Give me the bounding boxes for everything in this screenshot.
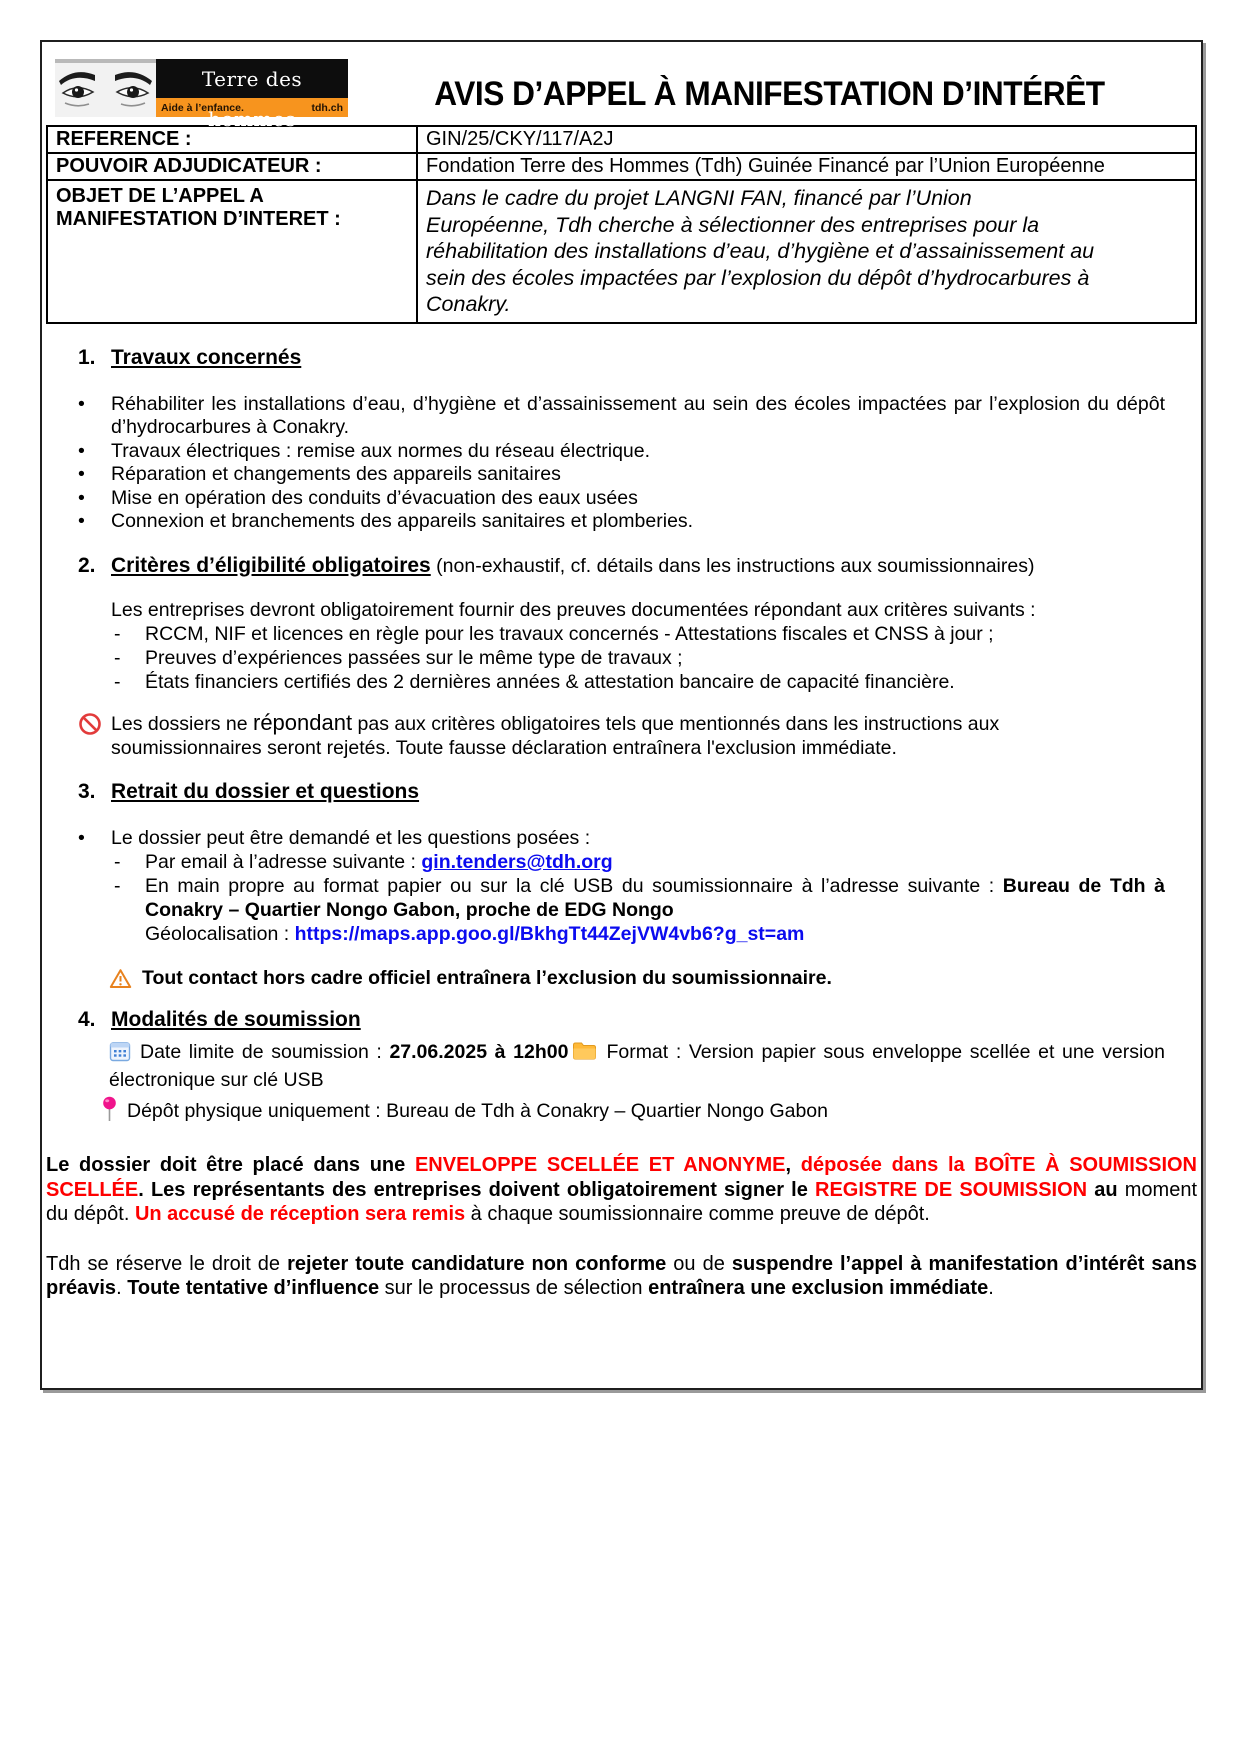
list-item: - Preuves d’expériences passées sur le même type de travaux ;	[114, 646, 683, 669]
section-2-title: Critères d’éligibilité obligatoires	[111, 553, 431, 577]
list-item: - États financiers certifiés des 2 dernières années & attestation bancaire de capacité financière.	[114, 670, 955, 693]
format-text: Version papier sous enveloppe scellée et une version électronique sur clé USB	[109, 1041, 1165, 1091]
section-1-number: 1.	[78, 345, 96, 369]
list-item: • Travaux électriques : remise aux normes du réseau électrique.	[78, 439, 651, 462]
section-4-number: 4.	[78, 1008, 96, 1031]
bullet-icon: •	[78, 486, 85, 509]
section-3-title: Retrait du dossier et questions	[111, 779, 420, 803]
section-1-bullet-list	[78, 393, 1165, 534]
section-3-number: 3.	[78, 779, 96, 803]
email-line	[78, 850, 1165, 874]
list-item: • Réhabiliter les installations d’eau, d’hygiène et d’assainissement au sein des écoles impactées par l’explosion du dépôt d’hydrocarbures à Conakry.	[78, 392, 1165, 438]
deposit-text: Dépôt physique uniquement : Bureau de Tdh à Conakry – Quartier Nongo Gabon	[127, 1100, 829, 1122]
no-entry-icon	[78, 712, 102, 736]
section-2-heading	[78, 554, 1165, 578]
dash-icon: -	[114, 851, 121, 873]
section-2-number: 2.	[78, 553, 96, 577]
objet-label: OBJET DE L’APPEL A MANIFESTATION D’INTERET :	[47, 180, 417, 323]
logo-text-block	[156, 59, 348, 131]
list-item: • Mise en opération des conduits d’évacuation des eaux usées	[78, 486, 638, 509]
contact-warning	[78, 966, 1165, 990]
reference-label: REFERENCE :	[47, 126, 417, 153]
bullet-icon: •	[78, 826, 85, 849]
document-body	[42, 346, 1201, 1301]
section-4-title: Modalités de soumission	[111, 1008, 361, 1031]
bullet-icon: •	[78, 439, 85, 462]
list-item: • Le dossier peut être demandé et les questions posées :	[78, 826, 591, 849]
child-eyes-image	[55, 59, 156, 117]
pin-icon	[102, 1096, 117, 1123]
section-2-dash-list	[78, 622, 1165, 694]
folder-icon	[572, 1041, 597, 1061]
closing-paragraph-rights: Tdh se réserve le droit de rejeter toute candidature non conforme ou de suspendre l’appel à manifestation d’intérêt sans préavis. Toute tentative d’influence sur le processus de sélection entraînera une exclusion immédiate.	[46, 1252, 1198, 1299]
document-border-box	[40, 40, 1203, 1390]
deadline-value: 27.06.2025 à 12h00	[389, 1041, 569, 1063]
section-1-heading	[78, 346, 1165, 370]
list-item: - RCCM, NIF et licences en règle pour les travaux concernés - Attestations fiscales et CNSS à jour ;	[114, 622, 994, 645]
document-header	[42, 42, 1201, 131]
logo-wordmark: Terre des hommes	[156, 59, 348, 98]
dash-icon: -	[114, 646, 121, 669]
logo-tagline: Aide à l’enfance.	[161, 101, 244, 114]
email-link[interactable]: gin.tenders@tdh.org	[421, 851, 613, 873]
geolocation-prefix: Géolocalisation :	[145, 923, 295, 945]
info-table	[46, 125, 1197, 324]
tdh-office-address: Bureau de Tdh à Conakry – Quartier Nongo Gabon, proche de EDG Nongo	[145, 875, 1165, 921]
contact-warning-text: Tout contact hors cadre officiel entraînera l’exclusion du soumissionnaire.	[142, 967, 832, 989]
hand-delivery-line	[78, 874, 1165, 946]
closing-paragraph-envelope: Le dossier doit être placé dans une ENVELOPPE SCELLÉE ET ANONYME, déposée dans la BOÎTE À SOUMISSION SCELLÉE. Les représentants des entreprises doivent obligatoirement signer le REGISTRE DE SOUMISSION au moment du dépôt. Un accusé de réception sera remis à chaque soumissionnaire comme preuve de dépôt.	[46, 1154, 1198, 1225]
deadline-format-line	[78, 1038, 1165, 1094]
objet-value-cell	[417, 180, 1196, 323]
list-item: • Réparation et changements des appareils sanitaires	[78, 463, 561, 485]
maps-link[interactable]: https://maps.app.goo.gl/BkhgTt44ZejVW4vb6?g_st=am	[294, 923, 805, 945]
tdh-logo	[55, 59, 348, 131]
bullet-icon: •	[78, 463, 85, 485]
hand-delivery-text: En main propre au format papier ou sur la clé USB du soumissionnaire à l’adresse suivante : Bureau de Tdh à Conakry – Quartier Nongo Gabon, proche de EDG Nongo	[145, 875, 1165, 921]
dash-icon: -	[114, 622, 121, 645]
list-item: • Connexion et branchements des appareils sanitaires et plomberies.	[78, 510, 694, 532]
section-3-heading	[78, 780, 1165, 804]
warning-icon	[109, 968, 132, 989]
document-title	[348, 59, 1191, 114]
section-2-title-line	[111, 554, 1034, 578]
reference-value: GIN/25/CKY/117/A2J	[417, 126, 1196, 153]
bullet-icon: •	[78, 510, 85, 532]
pouvoir-label: POUVOIR ADJUDICATEUR :	[47, 153, 417, 180]
deadline-prefix: Date limite de soumission :	[140, 1041, 390, 1063]
geolocation-line	[145, 922, 1165, 946]
section-2-title-suffix: (non-exhaustif, cf. détails dans les instructions aux soumissionnaires)	[430, 554, 1035, 577]
dash-icon: -	[114, 670, 121, 693]
table-row-objet	[47, 180, 1196, 323]
deposit-line	[78, 1096, 1165, 1125]
pouvoir-value: Fondation Terre des Hommes (Tdh) Guinée Financé par l’Union Européenne	[417, 153, 1196, 180]
email-prefix: Par email à l’adresse suivante :	[145, 851, 422, 873]
section-3-content	[78, 827, 1165, 947]
format-label: Format :	[606, 1041, 689, 1063]
calendar-icon	[109, 1040, 131, 1062]
dash-icon: -	[114, 875, 121, 897]
rejection-note	[78, 711, 1165, 760]
closing-block	[46, 1153, 1197, 1301]
logo-site-url: tdh.ch	[311, 101, 343, 114]
document-title-text: AVIS D’APPEL À MANIFESTATION D’INTÉRÊT	[434, 75, 1105, 113]
bullet-icon: •	[78, 392, 85, 415]
section-1-title: Travaux concernés	[111, 345, 302, 369]
table-row-pouvoir	[47, 153, 1196, 180]
section-2-intro: Les entreprises devront obligatoirement fournir des preuves documentées répondant aux critères suivants :	[111, 598, 1036, 621]
section-4-heading	[78, 1008, 1165, 1032]
objet-value: Dans le cadre du projet LANGNI FAN, financé par l’Union Européenne, Tdh cherche à sélectionner des entreprises pour la réhabilitation des installations d’eau, d’hygiène et d’assainissement au sein des écoles impactées par l’explosion du dépôt d’hydrocarbures à Conakry.	[426, 186, 1095, 316]
rejection-note-text: Les dossiers ne répondant pas aux critères obligatoires tels que mentionnés dans les instructions aux soumissionnaires seront rejetés. Toute fausse déclaration entraînera l'exclusion immédiate.	[111, 709, 1000, 759]
